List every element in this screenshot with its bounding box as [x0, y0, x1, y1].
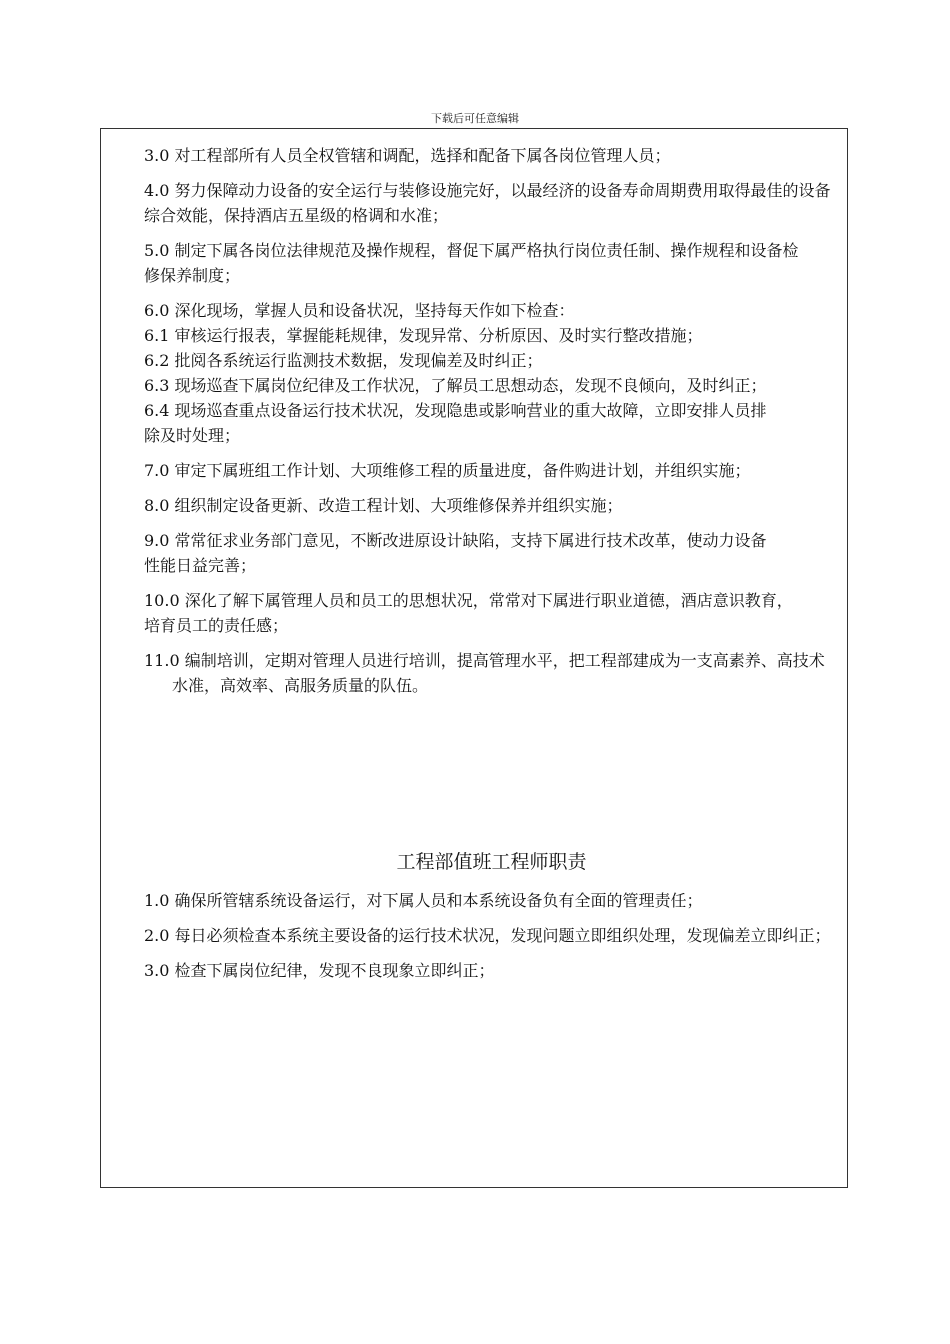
item-11-0: 11.0 编制培训，定期对管理人员进行培训，提高管理水平，把工程部建成为一支高素养、高技术水准，高效率、高服务质量的队伍。 — [144, 651, 825, 695]
section-title: 工程部值班工程师职责 — [396, 851, 587, 873]
header-note: 下载后可任意编辑 — [431, 112, 519, 125]
item-4-0: 4.0 努力保障动力设备的安全运行与装修设施完好，以最经济的设备寿命周期费用取得最佳的设备综合效能，保持酒店五星级的格调和水准； — [144, 181, 831, 225]
item-6-4-cont: 除及时处理； — [144, 426, 241, 445]
item-8-0: 8.0 组织制定设备更新、改造工程计划、大项维修保养并组织实施； — [144, 496, 623, 515]
item-6-3: 6.3 现场巡查下属岗位纪律及工作状况，了解员工思想动态，发现不良倾向，及时纠正； — [144, 376, 767, 395]
item-9-0-cont: 性能日益完善； — [144, 556, 257, 575]
item-9-0: 9.0 常常征求业务部门意见，不断改进原设计缺陷，支持下属进行技术改革，使动力设备 — [144, 531, 767, 550]
item-6-0: 6.0 深化现场，掌握人员和设备状况，坚持每天作如下检查： — [144, 301, 575, 320]
document-content — [144, 143, 839, 983]
item-6-2: 6.2 批阅各系统运行监测技术数据，发现偏差及时纠正； — [144, 351, 543, 370]
item-6-1: 6.1 审核运行报表，掌握能耗规律，发现异常、分析原因、及时实行整改措施； — [144, 326, 703, 345]
item-5-0: 5.0 制定下属各岗位法律规范及操作规程，督促下属严格执行岗位责任制、操作规程和设备检 — [144, 241, 799, 260]
item-3-0: 3.0 对工程部所有人员全权管辖和调配，选择和配备下属各岗位管理人员； — [144, 146, 671, 165]
item-7-0: 7.0 审定下属班组工作计划、大项维修工程的质量进度，备件购进计划，并组织实施； — [144, 461, 751, 480]
document-frame — [100, 128, 848, 1188]
duty-3-0: 3.0 检查下属岗位纪律，发现不良现象立即纠正； — [144, 961, 495, 980]
duty-2-0: 2.0 每日必须检查本系统主要设备的运行技术状况，发现问题立即组织处理，发现偏差立即纠正； — [144, 926, 831, 945]
item-10-0-cont: 培育员工的责任感； — [144, 616, 289, 635]
item-5-0-cont: 修保养制度； — [144, 266, 241, 285]
item-6-4: 6.4 现场巡查重点设备运行技术状况，发现隐患或影响营业的重大故障，立即安排人员排 — [144, 401, 767, 420]
duty-1-0: 1.0 确保所管辖系统设备运行，对下属人员和本系统设备负有全面的管理责任； — [144, 891, 703, 910]
item-10-0: 10.0 深化了解下属管理人员和员工的思想状况，常常对下属进行职业道德，酒店意识教育， — [144, 591, 793, 610]
